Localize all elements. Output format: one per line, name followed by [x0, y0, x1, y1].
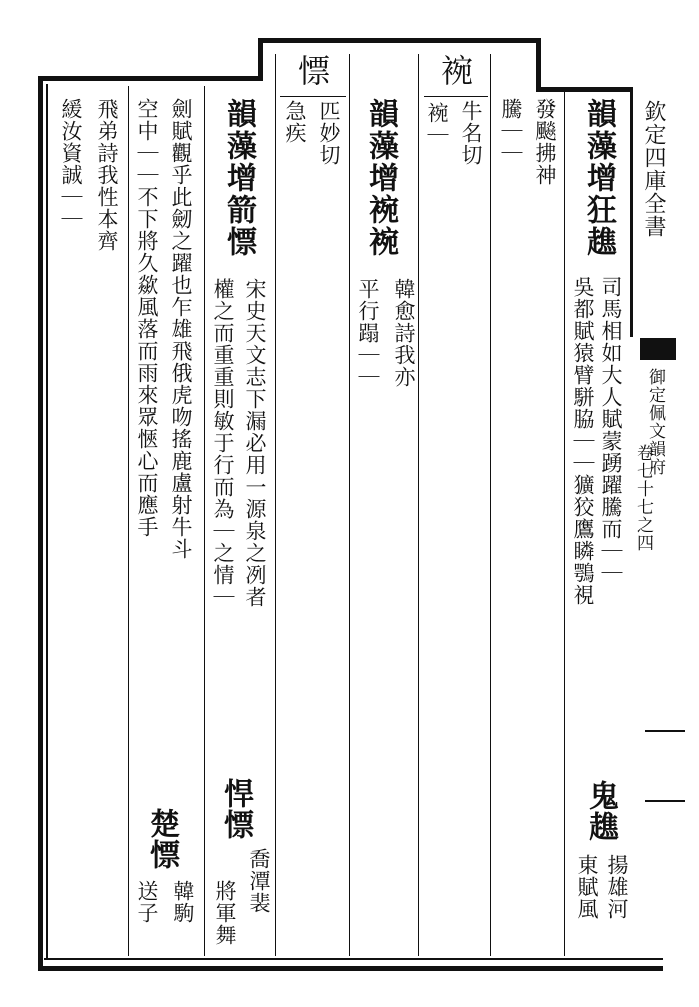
- entry-text: 飛弟詩我性本齊: [95, 98, 119, 252]
- margin-book-title: 御定佩文韻府: [645, 368, 665, 476]
- frame-bottom-inner: [44, 958, 663, 960]
- entry-text: 權之而重重則敏于行而為｜之情｜: [211, 278, 235, 608]
- entry-text: 騰｜｜: [499, 98, 523, 164]
- frame-bottom: [38, 966, 663, 971]
- frame-top-left: [38, 76, 260, 81]
- box-rule: [280, 96, 346, 97]
- fishtail-block: [640, 338, 676, 360]
- entry-headword: 楚慓: [144, 808, 179, 870]
- entry-text: 䘼｜: [425, 102, 449, 146]
- tab-right: [536, 38, 541, 92]
- entry-text: 平行蹋｜｜: [356, 278, 380, 388]
- column-rule: [275, 54, 276, 956]
- entry-text: 將軍舞: [213, 880, 237, 946]
- frame-left: [38, 76, 43, 971]
- entry-text: 空中｜｜不下將久歘風落而雨來眾愜心而應手: [135, 98, 159, 538]
- entry-text: 韓愈詩我亦: [392, 278, 416, 388]
- entry-text: 揚雄河: [605, 854, 629, 920]
- entry-text: 匹妙切: [317, 100, 341, 166]
- entry-headword: 悍慓: [218, 778, 253, 840]
- margin-rule: [645, 730, 685, 732]
- volume-label: 卷七十七之四: [633, 444, 653, 552]
- entry-text: 司馬相如大人賦蒙踴躍騰而｜｜: [599, 276, 623, 584]
- column-rule: [418, 54, 419, 956]
- margin-rule: [645, 800, 685, 802]
- headword-label: 韻藻增䘼䘼: [363, 98, 398, 258]
- headword-label: 韻藻增箭慓: [221, 98, 256, 258]
- entry-text: 吳都賦猿臂駢脇｜｜獷狡鷹瞵鶚視: [571, 276, 595, 606]
- entry-text: 東賦風: [575, 854, 599, 920]
- entry-text: 劍賦觀乎此劒之躍也乍雄飛俄虎吻搖鹿盧射牛斗: [169, 98, 193, 560]
- tab-left: [258, 38, 263, 81]
- entry-headword: 鬼趭: [583, 780, 618, 842]
- column-rule: [349, 54, 350, 956]
- column-rule: [128, 86, 129, 956]
- boxed-headword: 䘼: [436, 54, 474, 86]
- boxed-headword: 慓: [293, 54, 331, 86]
- frame-left-inner: [46, 84, 48, 960]
- entry-text: 喬潭裴: [247, 848, 271, 914]
- frame-top-right: [536, 87, 632, 92]
- entry-text: 發飈拂神: [533, 98, 557, 186]
- box-rule: [424, 96, 488, 97]
- column-rule: [564, 92, 565, 956]
- entry-text: 送子: [135, 880, 159, 924]
- column-rule: [204, 86, 205, 956]
- entry-text: 韓駒: [171, 880, 195, 924]
- tab-top: [258, 38, 540, 43]
- entry-text: 急疾: [283, 100, 307, 144]
- entry-text: 宋史天文志下漏必用一源泉之冽者: [243, 278, 267, 608]
- entry-text: 牛名切: [459, 100, 483, 166]
- frame-right-edge: [630, 87, 633, 337]
- collection-title: 欽定四庫全書: [641, 100, 666, 238]
- headword-label: 韻藻增狂趭: [581, 98, 616, 258]
- entry-text: 緩汝資誠｜｜: [59, 98, 83, 230]
- column-rule: [490, 54, 491, 956]
